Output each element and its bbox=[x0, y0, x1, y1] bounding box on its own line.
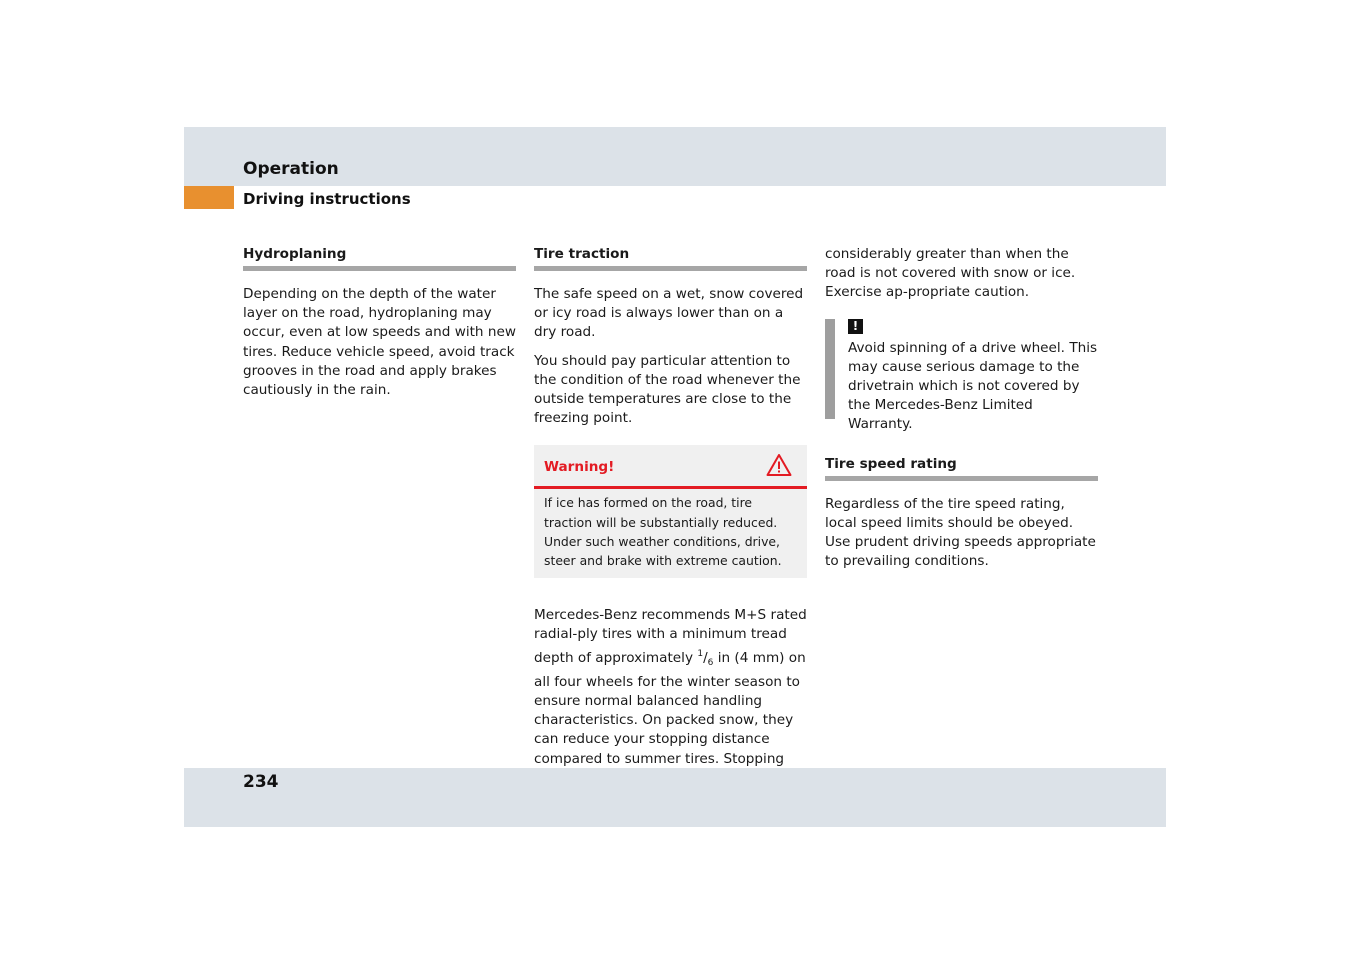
tire-traction-para-3 bbox=[534, 606, 807, 788]
notice-text: Avoid spinning of a drive wheel. This may cause serious damage to the drivetrain which is not covered by the Mercedes-Benz Limited Warranty. bbox=[848, 339, 1098, 433]
warning-box bbox=[534, 445, 807, 578]
exclamation-icon: ! bbox=[848, 319, 863, 334]
notice-bar bbox=[825, 319, 835, 419]
tire-speed-rating-text: Regardless of the tire speed rating, local speed limits should be obeyed. Use prudent driving speeds appropriate to prevailing conditions. bbox=[825, 495, 1096, 570]
warning-triangle-icon bbox=[766, 453, 792, 477]
section-title: Operation bbox=[243, 159, 339, 179]
fraction-numerator: 1 bbox=[697, 648, 704, 659]
warning-header bbox=[534, 445, 807, 489]
column-hydroplaning bbox=[243, 245, 516, 409]
tire-speed-rating-heading: Tire speed rating bbox=[825, 455, 1098, 481]
fraction-denominator: 6 bbox=[707, 657, 714, 668]
tire-traction-para-1: The safe speed on a wet, snow covered or icy road is always lower than on a dry road. bbox=[534, 286, 804, 341]
continuation-text: considerably greater than when the road is not covered with snow or ice. Exercise ap-propriate caution. bbox=[825, 246, 1076, 301]
warning-label: Warning! bbox=[544, 459, 615, 476]
column-continuation bbox=[825, 245, 1098, 580]
section-marker-tab bbox=[184, 186, 234, 209]
notice-box bbox=[825, 319, 1098, 435]
tire-traction-para-2: You should pay particular attention to the condition of the road whenever the outside temperatures are close to the freezing point. bbox=[534, 352, 801, 427]
page-number: 234 bbox=[243, 772, 279, 792]
column-tire-traction bbox=[534, 245, 807, 797]
footer-bar bbox=[184, 768, 1166, 827]
fraction-slash: / bbox=[703, 649, 708, 666]
hydroplaning-heading: Hydroplaning bbox=[243, 245, 516, 271]
subsection-title: Driving instructions bbox=[243, 190, 411, 208]
tire-traction-para-3-end: in (4 mm) on all four wheels for the winter season to ensure normal balanced handling characteristics. On packed snow, they can reduce your stopping distance compared to summer tires. Stopping bbox=[534, 649, 806, 767]
hydroplaning-text: Depending on the depth of the water layer on the road, hydroplaning may occur, even at low speeds and with new tires. Reduce vehicle speed, avoid track grooves in the road and apply brakes cautiously in the rain. bbox=[243, 286, 516, 399]
tire-traction-para-3-start: Mercedes-Benz recommends M+S rated radial-ply tires with a minimum tread depth of approximately bbox=[534, 607, 807, 666]
warning-text: If ice has formed on the road, tire traction will be substantially reduced. Under such weather conditions, drive, steer and brake with extreme caution. bbox=[544, 495, 782, 569]
tire-traction-heading: Tire traction bbox=[534, 245, 807, 271]
